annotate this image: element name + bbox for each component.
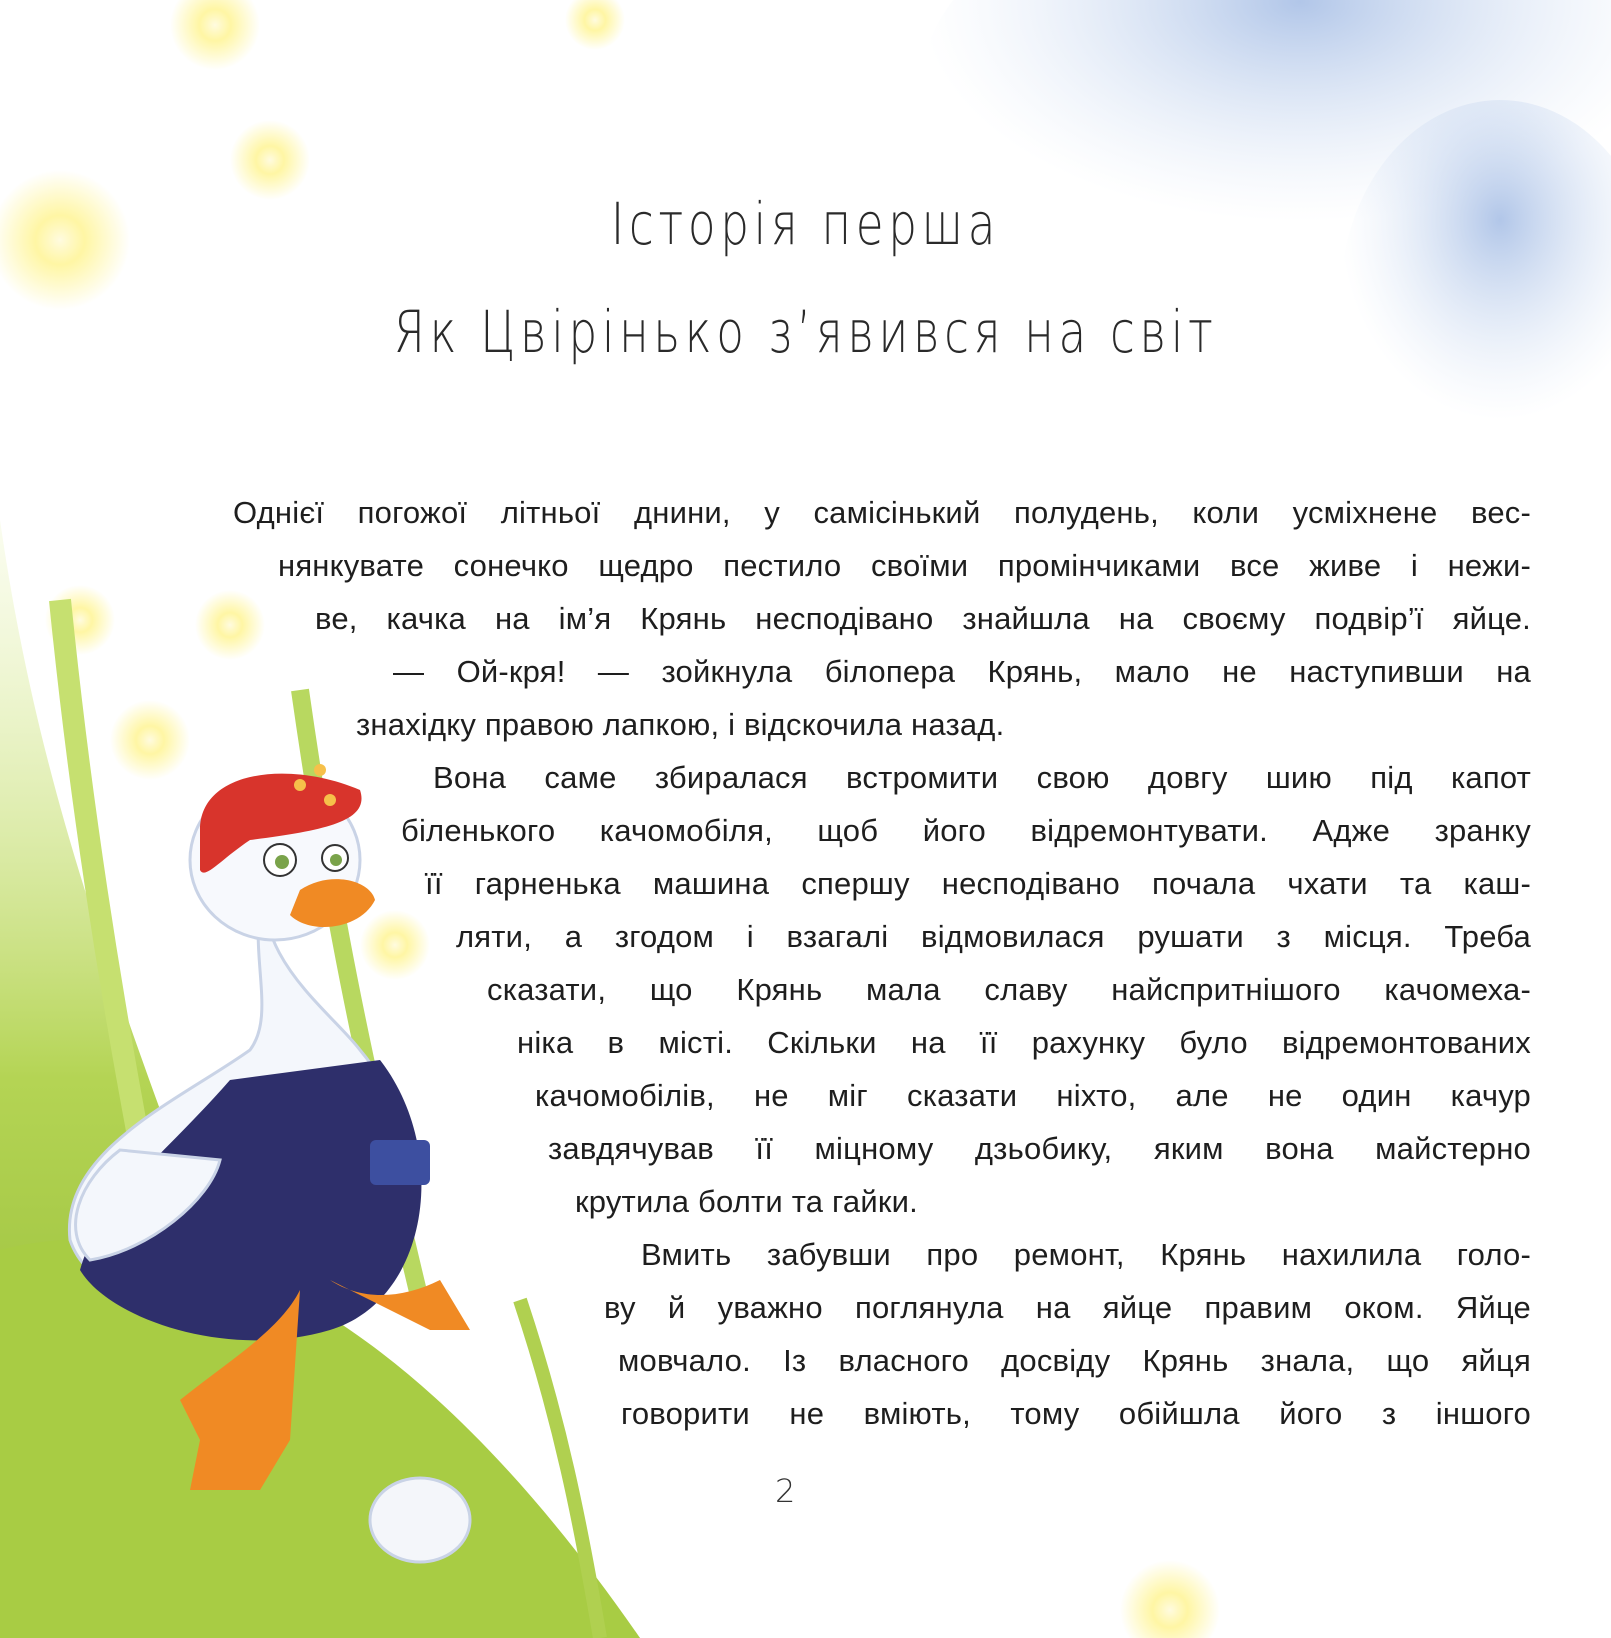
text-line: завдячував її міцному дзьобику, яким вона майстерно [548,1131,1531,1166]
text-line: — Ой-кря! — зойкнула білопера Крянь, мало не наступивши на [393,654,1531,689]
text-line: біленького качомобіля, щоб його відремонтувати. Адже зранку [401,813,1531,848]
text-line: мовчало. Із власного досвіду Крянь знала, що яйця [618,1343,1531,1378]
chapter-title-line-1: Історія перша [610,190,1001,258]
text-line: ніка в місті. Скільки на її рахунку було відремонтованих [517,1025,1531,1060]
chapter-title-line-2: Як Цвірінько з’явився на світ [393,298,1218,366]
text-line: нянкувате сонечко щедро пестило своїми промінчиками все живе і нежи- [278,548,1531,583]
text-line: знахідку правою лапкою, і відскочила назад. [356,707,1005,742]
text-line: її гарненька машина спершу несподівано почала чхати та каш- [425,866,1531,901]
text-line: Вмить забувши про ремонт, Крянь нахилила голо- [641,1237,1531,1272]
text-line: Однієї погожої літньої днини, у самісінький полудень, коли усміхнене вес- [233,495,1531,530]
text-line: ву й уважно поглянула на яйце правим оком. Яйце [604,1290,1531,1325]
text-line: сказати, що Крянь мала славу найспритнішого качомеха- [487,972,1531,1007]
text-line: ве, качка на ім’я Крянь несподівано знайшла на своєму подвір’ї яйце. [315,601,1531,636]
text-line: качомобілів, не міг сказати ніхто, але не один качур [535,1078,1531,1113]
text-line: ляти, а згодом і взагалі відмовилася рушати з місця. Треба [456,919,1531,954]
text-line: крутила болти та гайки. [575,1184,918,1219]
text-line: Вона саме збиралася встромити свою довгу шию під капот [433,760,1531,795]
text-line: говорити не вміють, тому обійшла його з іншого [621,1396,1531,1431]
page-number: 2 [775,1472,796,1510]
